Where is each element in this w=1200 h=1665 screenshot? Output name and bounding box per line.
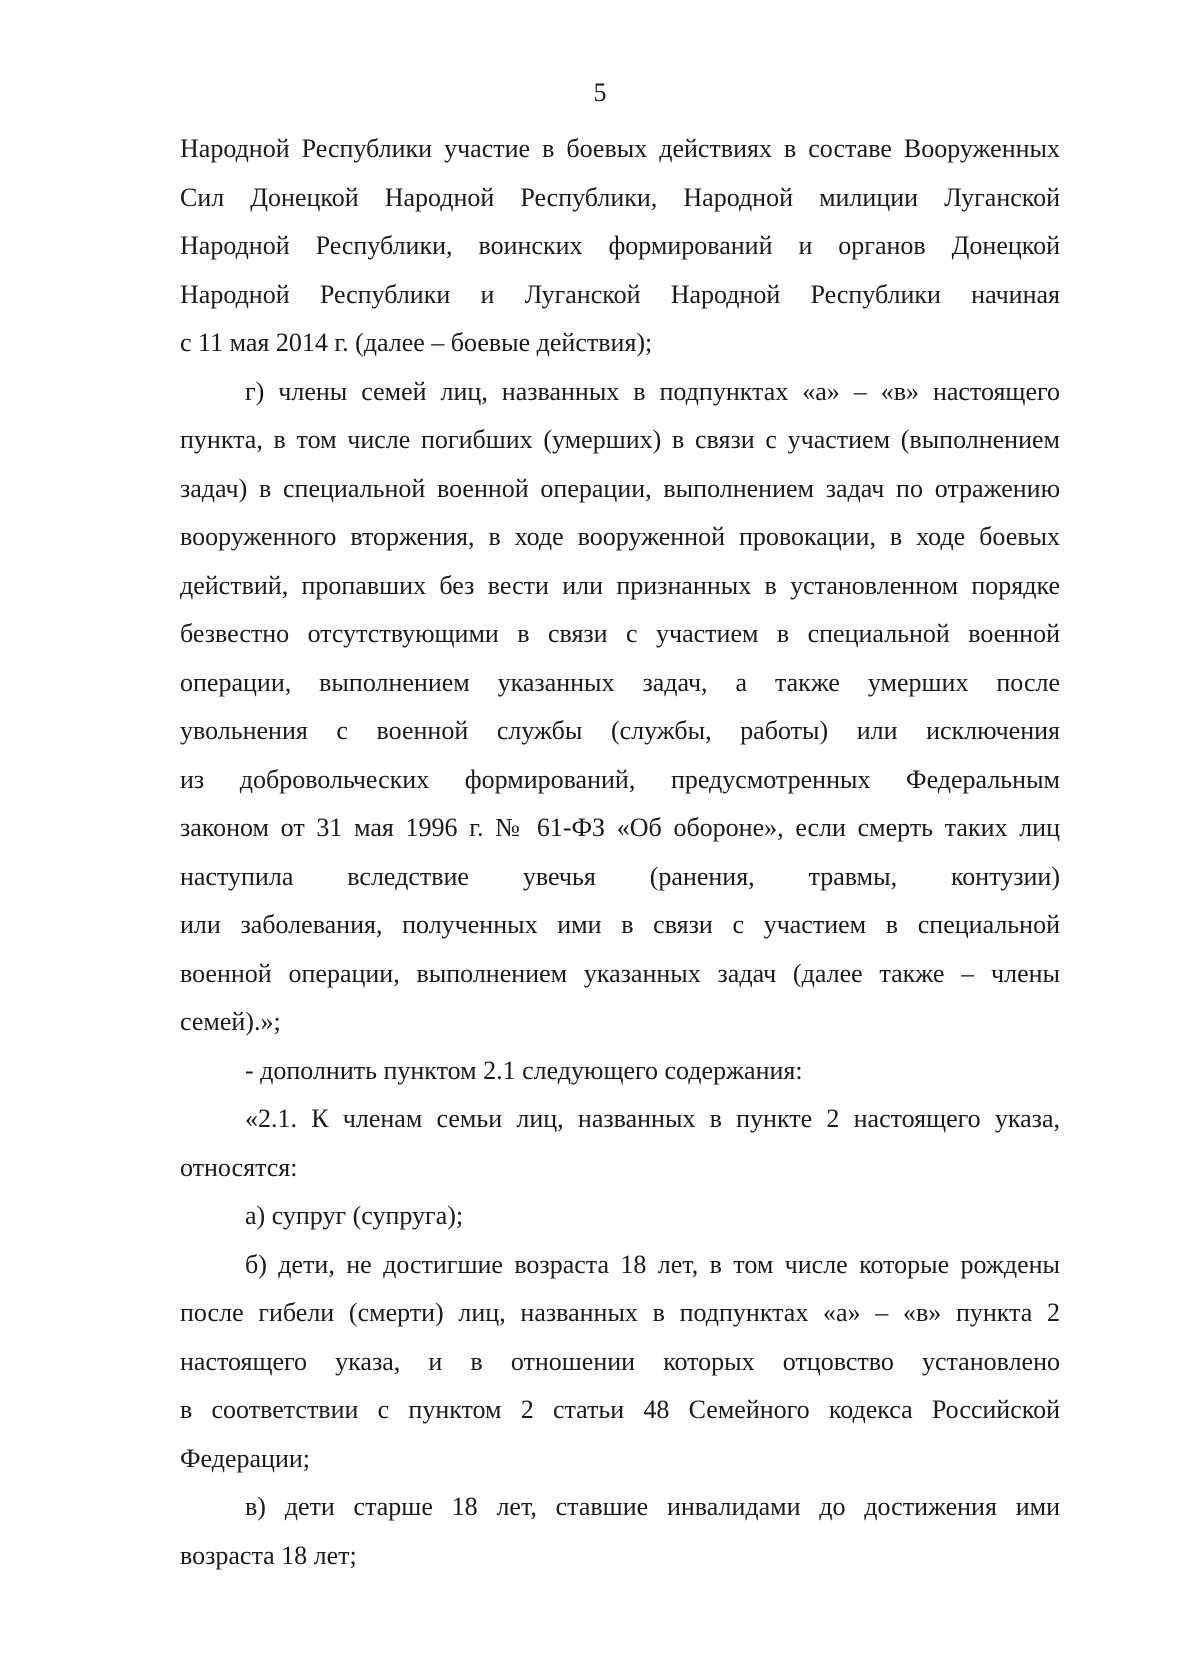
document-body [180,125,1060,1580]
text-line: с 11 мая 2014 г. (далее – боевые действия); [180,328,653,357]
page-number: 5 [593,78,607,107]
text-line: законом от 31 мая 1996 г. № 61-ФЗ «Об обороне», если смерть таких лиц [180,813,1060,842]
text-line: - дополнить пунктом 2.1 следующего содержания: [245,1055,803,1085]
text-line: г) члены семей лиц, названных в подпунктах «а» – «в» настоящего [245,376,1060,406]
text-line: или заболевания, полученных ими в связи с участием в специальной [180,910,1060,939]
text-line: б) дети, не достигшие возраста 18 лет, в том числе которые рождены [245,1249,1060,1279]
text-line: после гибели (смерти) лиц, названных в подпунктах «а» – «в» пункта 2 [180,1298,1060,1327]
text-line: возраста 18 лет; [180,1540,357,1570]
text-line: безвестно отсутствующими в связи с участием в специальной военной [180,619,1060,648]
text-line: пункта, в том числе погибших (умерших) в связи с участием (выполнением [180,425,1060,454]
text-line: в соответствии с пунктом 2 статьи 48 Семейного кодекса Российской [180,1395,1060,1424]
text-line: Народной Республики и Луганской Народной Республики начиная [180,279,1060,309]
text-line: Сил Донецкой Народной Республики, Народной милиции Луганской [180,182,1060,212]
text-line: увольнения с военной службы (службы, работы) или исключения [180,716,1060,745]
text-line: действий, пропавших без вести или признанных в установленном порядке [180,570,1060,600]
text-line: Народной Республики, воинских формирований и органов Донецкой [180,231,1060,260]
text-line: в) дети старше 18 лет, ставшие инвалидами до достижения ими [245,1492,1060,1521]
text-line: наступила вследствие увечья (ранения, травмы, контузии) [180,861,1060,891]
text-line: из добровольческих формирований, предусмотренных Федеральным [180,764,1060,794]
text-line: военной операции, выполнением указанных задач (далее также – члены [180,958,1060,988]
text-line: а) супруг (супруга); [245,1201,464,1230]
text-line: «2.1. К членам семьи лиц, названных в пункте 2 настоящего указа, [245,1104,1060,1133]
text-line: вооруженного вторжения, в ходе вооруженной провокации, в ходе боевых [180,522,1060,551]
text-line: задач) в специальной военной операции, выполнением задач по отражению [180,473,1060,503]
text-line: операции, выполнением указанных задач, а также умерших после [180,667,1060,697]
text-line: семей).»; [180,1007,281,1036]
text-line: относятся: [180,1152,298,1182]
text-line: настоящего указа, и в отношении которых отцовство установлено [180,1346,1060,1376]
text-line: Народной Республики участие в боевых действиях в составе Вооруженных [180,134,1060,163]
text-line: Федерации; [180,1443,311,1473]
